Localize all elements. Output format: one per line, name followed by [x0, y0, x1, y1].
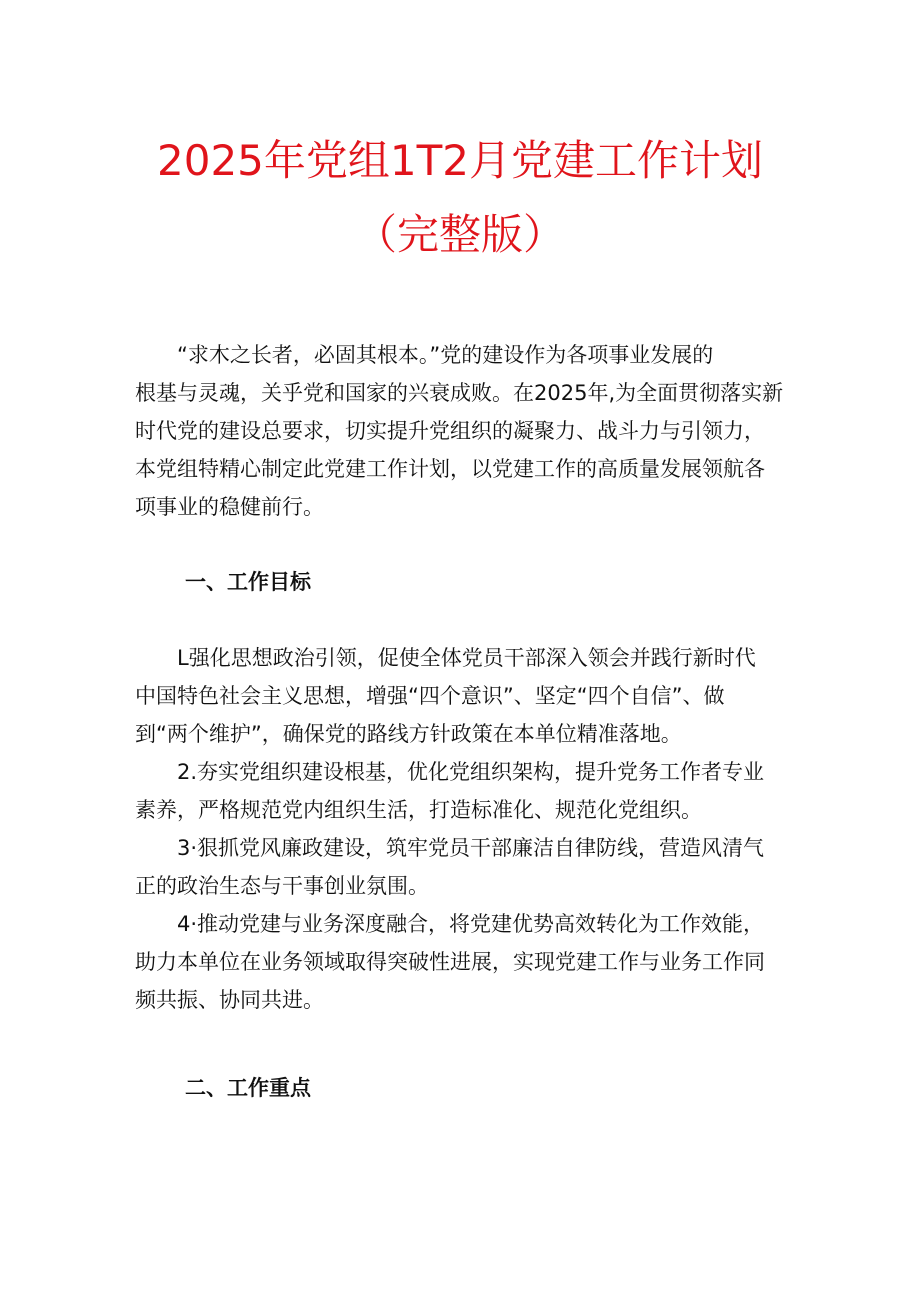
- intro-line: 项事业的稳健前行。: [135, 495, 324, 519]
- goal-line: 3·狠抓党风廉政建设，筑牢党员干部廉洁自律防线，营造风清气: [177, 836, 765, 860]
- goal-item: [135, 829, 790, 905]
- intro-paragraph: [135, 336, 790, 526]
- goal-line: 助力本单位在业务领域取得突破性进展，实现党建工作与业务工作同: [135, 950, 765, 974]
- goal-line: 4·推动党建与业务深度融合，将党建优势高效转化为工作效能，: [177, 912, 765, 936]
- document-title: 2025年党组1T2月党建工作计划: [157, 136, 763, 185]
- goal-line: 频共振、协同共进。: [135, 988, 324, 1012]
- section-heading-goals: 一、工作目标: [185, 570, 311, 594]
- goal-line: 到“两个维护”，确保党的路线方针政策在本单位精准落地。: [135, 722, 682, 746]
- goal-line: 2.夯实党组织建设根基，优化党组织架构，提升党务工作者专业: [177, 760, 765, 784]
- intro-line: “求木之长者，必固其根本。”党的建设作为各项事业发展的: [177, 343, 714, 367]
- intro-line: 根基与灵魂，关乎党和国家的兴衰成败。在2025年,为全面贯彻落实新: [135, 381, 784, 405]
- intro-line: 时代党的建设总要求，切实提升党组织的凝聚力、战斗力与引领力，: [135, 419, 765, 443]
- goal-line: 中国特色社会主义思想，增强“四个意识”、坚定“四个自信”、做: [135, 684, 725, 708]
- goal-line: 正的政治生态与干事创业氛围。: [135, 874, 429, 898]
- goal-item: [135, 905, 790, 1019]
- goal-line: L强化思想政治引领，促使全体党员干部深入领会并践行新时代: [177, 646, 756, 670]
- document-subtitle: （完整版）: [354, 210, 565, 259]
- goal-line: 素养，严格规范党内组织生活，打造标准化、规范化党组织。: [135, 798, 702, 822]
- section-heading-focus: 二、工作重点: [185, 1076, 311, 1100]
- goal-item: [135, 753, 790, 829]
- goal-item: [135, 639, 790, 753]
- goals-list: [135, 639, 790, 1019]
- intro-line: 本党组特精心制定此党建工作计划，以党建工作的高质量发展领航各: [135, 457, 765, 481]
